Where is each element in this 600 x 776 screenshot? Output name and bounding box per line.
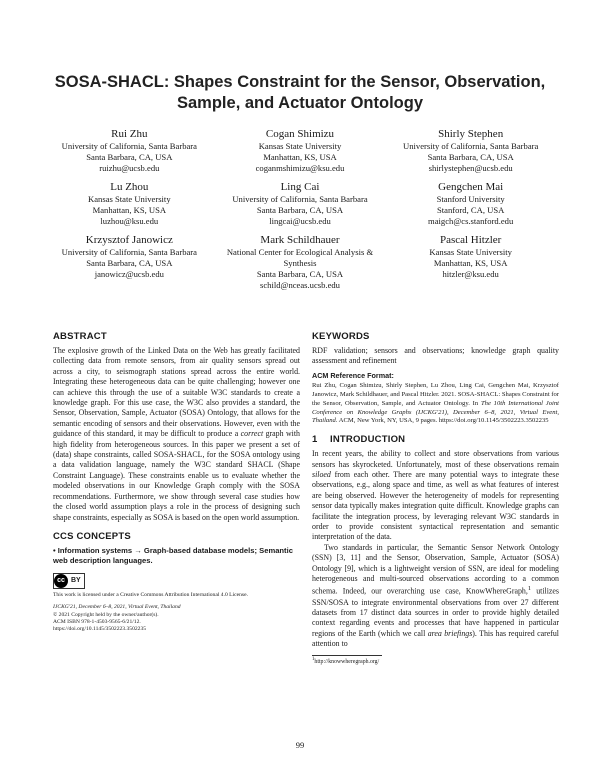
abstract-text <box>53 346 300 523</box>
reference-text-part: Rui Zhu, Cogan Shimizu, Shirly Stephen, Lu Zhou, Ling Cai, Gengchen Mai, Krzysztof Janowicz, Mark Schildhauer, and Pascal Hitzler. 2021. SOSA-SHACL: Shapes Constraint for the Sensor, Observation, Sample, and Actuator Ontology. In <box>312 382 559 407</box>
author-list <box>44 127 556 291</box>
ccs-arrow: → <box>134 545 142 555</box>
intro-text-part: utilizes SSN/SOSA to integrate environmental observations from over 27 different datasets from 17 distinct data sources in order to provide highly detailed context regarding events and processes that have happened in particular regions of the Earth (which we call <box>312 587 559 638</box>
section-number: 1 <box>312 434 318 446</box>
author-email: ruizhu@ucsb.edu <box>99 163 160 173</box>
publication-meta <box>53 604 300 633</box>
author-email: lingcai@ucsb.edu <box>269 216 331 226</box>
reference-heading: ACM Reference Format: <box>312 370 394 380</box>
author-email: coganmshimizu@ksu.edu <box>255 163 345 173</box>
creative-commons-badge[interactable] <box>53 573 85 589</box>
author-name: Pascal Hitzler <box>439 234 502 246</box>
author-block <box>215 233 386 291</box>
conference-line: IJCKG'21, December 6–8, 2021, Virtual Event, Thailand <box>53 604 181 611</box>
author-affiliation: University of California, Santa Barbara <box>61 247 197 257</box>
abstract-text-part: graph with high fidelity from heterogeneous sources. In this paper we present a set of (data) shape constraints, called SOSA-SHACL, for the SOSA ontology using a data validation language, namely the W3C standard SHACL (Shape Constraint Language). These constraints enable us to evaluate whether the modeled observations in our Knowledge Graph comply with the SOSA recommendations. Furthermore, we show through several case studies how the closed world assumption plays a role in the process of designing such shape constraints, especially as SOSA is based on the open world assumption. <box>53 429 300 522</box>
author-block <box>215 127 386 174</box>
author-location: Santa Barbara, CA, USA <box>256 205 344 215</box>
cc-icon: cc <box>54 574 68 588</box>
author-block <box>44 180 215 227</box>
author-block <box>44 233 215 291</box>
author-location: Santa Barbara, CA, USA <box>86 152 173 162</box>
author-location: Santa Barbara, CA, USA <box>427 152 514 162</box>
by-icon: BY <box>71 576 81 584</box>
intro-emphasis: area briefings <box>427 628 473 638</box>
intro-paragraph <box>312 449 559 543</box>
author-email: maigch@cs.stanford.edu <box>428 216 514 226</box>
intro-emphasis: siloed <box>312 470 331 480</box>
isbn-line: ACM ISBN 978-1-4503-9565-6/21/12. <box>53 618 141 625</box>
author-name: Shirly Stephen <box>438 128 504 140</box>
author-email: hitzler@ksu.edu <box>442 269 499 279</box>
author-email: shirlystephen@ucsb.edu <box>428 163 513 173</box>
reference-venue: The 10th International Joint Conference on Knowledge Graphs (IJCKG'21), December 6–8, 2021, Virtual Event, Thailand. <box>312 399 559 425</box>
page-number: 99 <box>295 740 305 750</box>
author-location: Santa Barbara, CA, USA <box>86 258 173 268</box>
license-text: This work is licensed under a Creative Commons Attribution International 4.0 License. <box>53 591 248 598</box>
author-email: luzhou@ksu.edu <box>100 216 159 226</box>
footnote-link[interactable]: http://knowwheregraph.org/ <box>314 658 380 665</box>
intro-text-part: In recent years, the ability to collect and store observations from various sensors has skyrocketed. Unfortunately, most of these observations remain <box>312 449 559 469</box>
abstract-heading: ABSTRACT <box>53 331 107 342</box>
author-affiliation: University of California, Santa Barbara <box>403 141 539 151</box>
author-block <box>385 127 556 174</box>
right-column <box>312 331 559 666</box>
author-affiliation: University of California, Santa Barbara <box>61 141 197 151</box>
author-block <box>44 127 215 174</box>
author-email: janowicz@ucsb.edu <box>94 269 164 279</box>
author-affiliation: National Center for Ecological Analysis & Synthesis <box>226 247 374 268</box>
author-location: Manhattan, KS, USA <box>92 205 167 215</box>
author-name: Krzysztof Janowicz <box>85 234 173 246</box>
author-block <box>385 233 556 291</box>
author-affiliation: Kansas State University <box>258 141 342 151</box>
author-name: Gengchen Mai <box>438 181 504 193</box>
author-block <box>385 180 556 227</box>
author-name: Mark Schildhauer <box>260 234 340 246</box>
ccs-heading: CCS CONCEPTS <box>53 530 131 542</box>
footnote <box>312 656 559 666</box>
left-column <box>53 331 300 633</box>
intro-text-part: ). This has required careful attention to <box>312 628 559 649</box>
ccs-item: Information systems <box>57 545 133 555</box>
author-name: Ling Cai <box>280 181 320 193</box>
keywords-text: RDF validation; sensors and observations; knowledge graph quality assessment and refinement <box>312 346 559 366</box>
author-affiliation: Stanford University <box>436 194 505 204</box>
keywords-heading: KEYWORDS <box>312 331 370 342</box>
author-location: Stanford, CA, USA <box>437 205 505 215</box>
author-affiliation: Kansas State University <box>429 247 512 257</box>
reference-text-part: ACM, New York, NY, USA, 9 pages. https://doi.org/10.1145/3502223.3502235 <box>337 417 549 425</box>
ccs-concepts <box>53 546 300 566</box>
paper-title: SOSA-SHACL: Shapes Constraint for the Sensor, Observation, Sample, and Actuator Ontology <box>54 73 546 112</box>
author-name: Rui Zhu <box>111 128 148 140</box>
author-block <box>215 180 386 227</box>
intro-paragraph <box>312 543 559 650</box>
ccs-bullet: • <box>53 545 56 555</box>
author-location: Manhattan, KS, USA <box>433 258 508 268</box>
doi-link[interactable]: https://doi.org/10.1145/3502223.3502235 <box>53 625 147 632</box>
intro-text-part: Two standards in particular, the Semantic Sensor Network Ontology (SSN) [3, 11] and the Sensor, Observation, Sample, Actuator (SOSA) Ontology [9], which is a lightweight version of SSN, are ideal for modeling heterogeneous and multi-sourced observations according to a common schema. Indeed, our overarching use case, KnowWhereGraph, <box>312 542 559 597</box>
ccs-item: Graph-based database models <box>143 545 255 555</box>
author-location: Manhattan, KS, USA <box>263 152 337 162</box>
ccs-item: Semantic web description languages <box>53 545 293 565</box>
abstract-text-part: The explosive growth of the Linked Data on the Web has greatly facilitated collecting data from remote sensors, from air quality sensors spread out across a city, to seismograph stations spread across the entire world. Integrating these heterogeneous data can be quite challenging; however one can achieve this through the use of a suitable W3C standards to create a knowledge graph. For this use case, the W3C also provides a standard, the Sensor, Observation, Sample, Actuator (SOSA) Ontology, that allows for the semantic encoding of sensors and their observations. However, even with the guidance of this standard, it may be difficult to produce a <box>53 346 300 439</box>
introduction-heading <box>312 434 559 446</box>
author-name: Lu Zhou <box>110 181 149 193</box>
author-affiliation: Kansas State University <box>88 194 171 204</box>
author-affiliation: University of California, Santa Barbara <box>232 194 368 204</box>
ccs-period: . <box>150 555 153 565</box>
abstract-emphasis: correct <box>240 429 264 439</box>
footnote-number: 1 <box>312 656 315 662</box>
copyright-line: © 2021 Copyright held by the owner/author(s). <box>53 611 159 618</box>
intro-text-part: from each other. There are many potential ways to integrate these observations, e.g., along space and time, as well as what features of interest are being observed. However the heterogeneity of models for representing sensor data typically makes integration quite difficult. Knowledge graphs can facilitate the integration process, by leveraging relevant W3C standards in order to provide consistent syntactical representation and semantic interpretation of the data. <box>312 470 559 542</box>
ccs-separator: ; <box>254 545 258 555</box>
author-location: Santa Barbara, CA, USA <box>256 269 344 279</box>
footnote-marker[interactable]: 1 <box>527 585 532 593</box>
author-name: Cogan Shimizu <box>265 128 335 140</box>
author-email: schild@nceas.ucsb.edu <box>260 280 340 290</box>
section-title: INTRODUCTION <box>330 434 406 446</box>
reference-text <box>312 382 559 426</box>
